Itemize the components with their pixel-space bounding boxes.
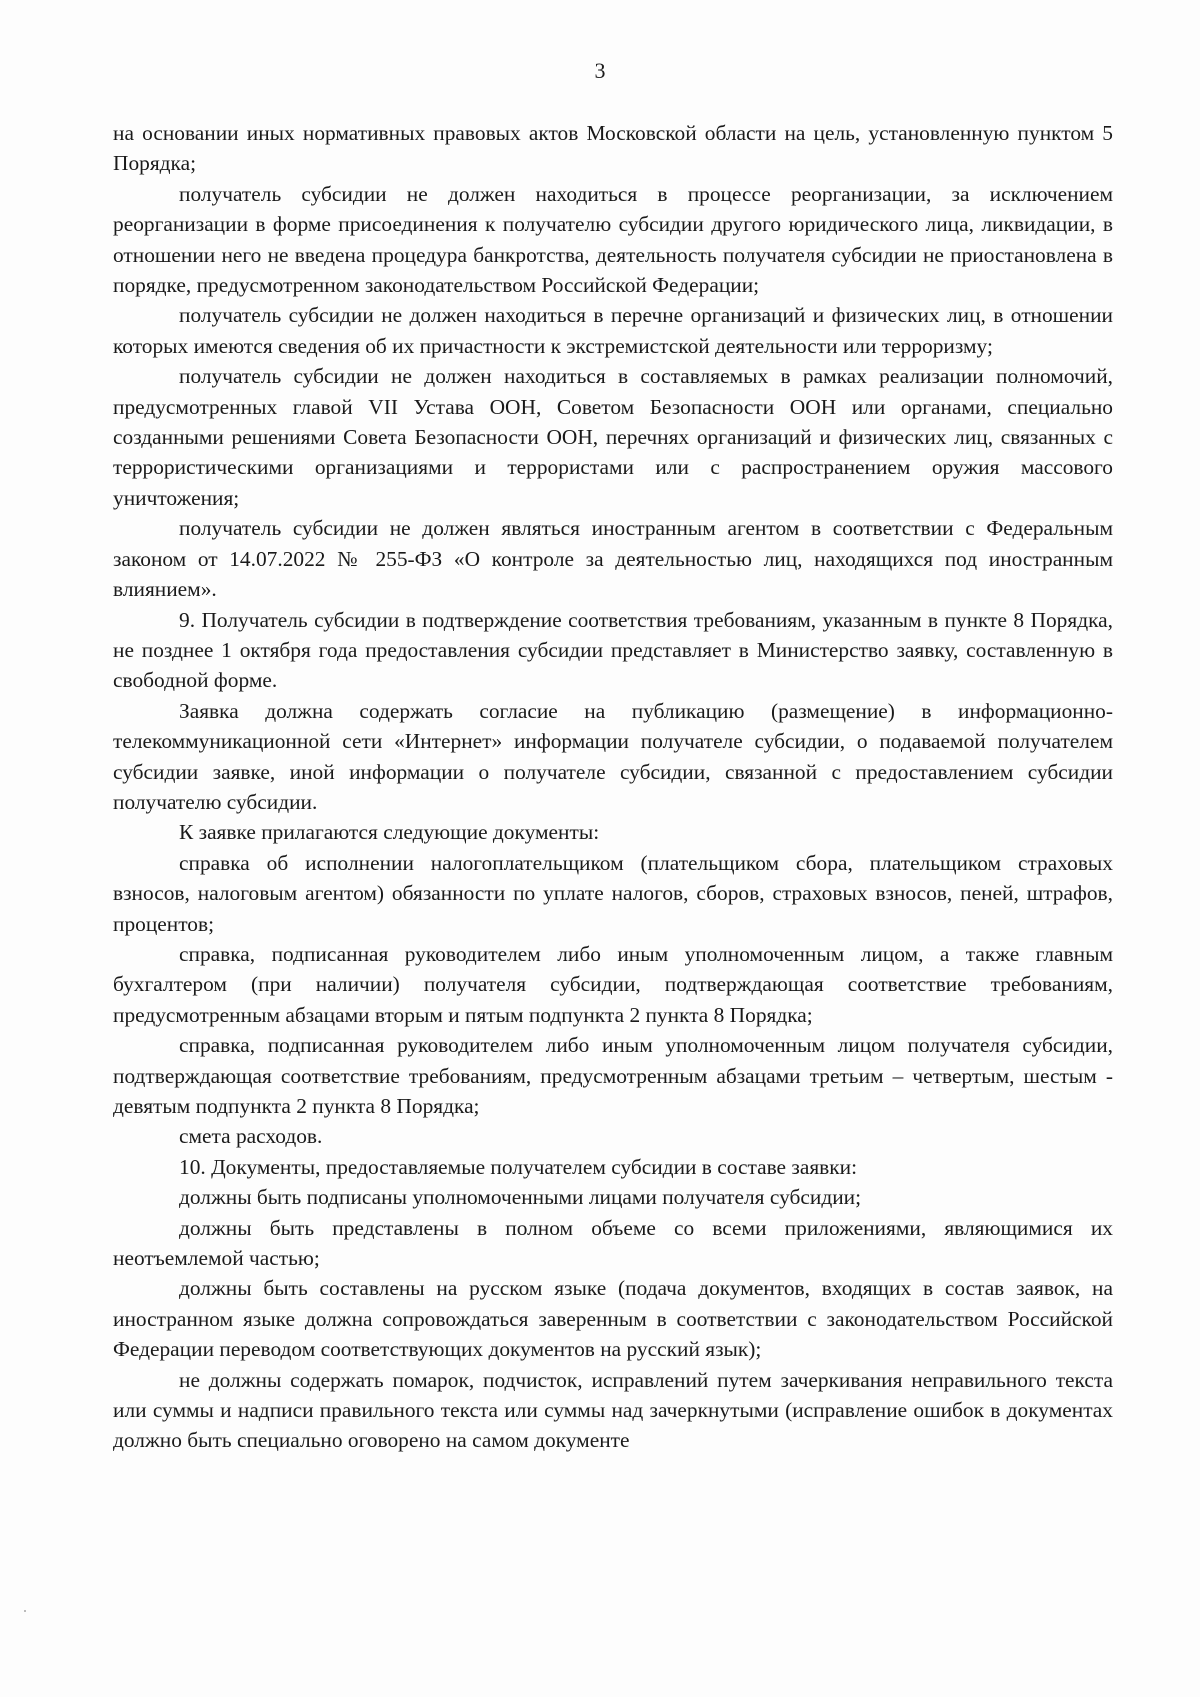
scan-artifact [24,1610,26,1612]
paragraph: справка, подписанная руководителем либо иным уполномоченным лицом получателя субсидии, подтверждающая соответствие требованиям, предусмотренным абзацами третьим – четвертым, шестым - девятым подпункта 2 пункта 8 Порядка; [113,1033,1113,1118]
paragraph: справка, подписанная руководителем либо иным уполномоченным лицом, а также главным бухгалтером (при наличии) получателя субсидии, подтверждающая соответствие требованиям, предусмотренным абзацами вторым и пятым подпункта 2 пункта 8 Порядка; [113,941,1113,1027]
paragraph: получатель субсидии не должен находиться в перечне организаций и физических лиц, в отношении которых имеются сведения об их причастности к экстремистской деятельности или терроризму; [113,303,1113,358]
paragraph: не должны содержать помарок, подчисток, исправлений путем зачеркивания неправильного текста или суммы и надписи правильного текста или суммы над зачеркнутыми (исправление ошибок в документах должно быть специально оговорено на самом документе [113,1367,1113,1453]
paragraph: К заявке прилагаются следующие документы: [179,820,600,845]
paragraph: Заявка должна содержать согласие на публикацию (размещение) в информационно-телекоммуникационной сети «Интернет» информации получателе субсидии, о подаваемой получателем субсидии заявке, иной информации о получателе субсидии, связанной с предоставлением субсидии получателю субсидии. [113,698,1113,814]
paragraph: на основании иных нормативных правовых актов Московской области на цель, установленную пунктом 5 Порядка; [113,121,1113,176]
paragraph: получатель субсидии не должен находиться в процессе реорганизации, за исключением реорганизации в форме присоединения к получателю субсидии другого юридического лица, ликвидации, в отношении него не введена процедура банкротства, деятельность получателя субсидии не приостановлена в порядке, предусмотренном законодательством Российской Федерации; [113,181,1113,298]
page-number: 3 [594,58,606,83]
document-body [113,118,1113,1456]
paragraph: получатель субсидии не должен находиться в составляемых в рамках реализации полномочий, предусмотренных главой VII Устава ООН, Советом Безопасности ООН или органами, специально созданными решениями Совета Безопасности ООН, перечнях организаций и физических лиц, связанных с террористическими организациями и террористами или с распространением оружия массового уничтожения; [113,364,1113,510]
paragraph: получатель субсидии не должен являться иностранным агентом в соответствии с Федеральным законом от 14.07.2022 № 255-ФЗ «О контроле за деятельностью лиц, находящихся под иностранным влиянием». [113,516,1113,602]
paragraph: 10. Документы, предоставляемые получателем субсидии в составе заявки: [179,1154,858,1179]
paragraph: должны быть подписаны уполномоченными лицами получателя субсидии; [179,1185,862,1210]
paragraph: справка об исполнении налогоплательщиком (плательщиком сбора, плательщиком страховых взносов, налоговым агентом) обязанности по уплате налогов, сборов, страховых взносов, пеней, штрафов, процентов; [113,850,1113,936]
paragraph: должны быть представлены в полном объеме со всеми приложениями, являющимися их неотъемлемой частью; [113,1215,1113,1271]
paragraph: должны быть составлены на русском языке (подача документов, входящих в состав заявок, на иностранном языке должна сопровождаться заверенным в соответствии с законодательством Российской Федерации переводом соответствующих документов на русский язык); [113,1276,1113,1362]
paragraph: смета расходов. [179,1124,323,1149]
paragraph: 9. Получатель субсидии в подтверждение соответствия требованиям, указанным в пункте 8 Порядка, не позднее 1 октября года предоставления субсидии представляет в Министерство заявку, составленную в свободной форме. [113,607,1113,693]
